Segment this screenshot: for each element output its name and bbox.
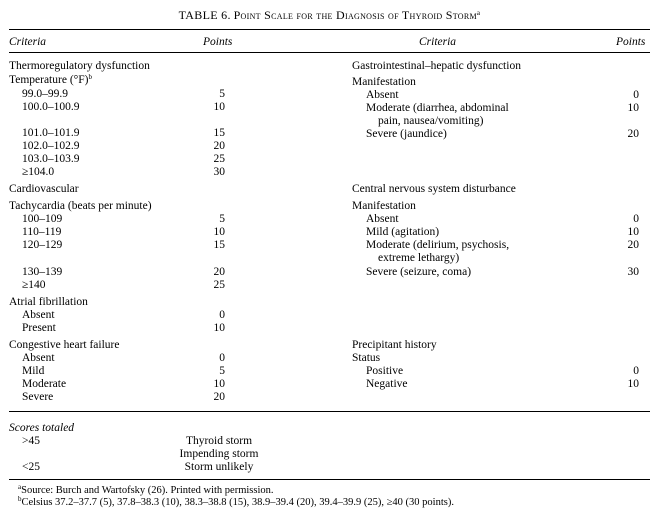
subheading-tachycardia: Tachycardia (beats per minute) (9, 200, 152, 212)
chf-row-label: Mild (22, 365, 45, 377)
gi-row-label: Severe (jaundice) (366, 128, 447, 140)
gi-row-label-continued: pain, nausea/vomiting) (378, 115, 484, 127)
temp-row-label: 101.0–101.9 (22, 127, 80, 139)
cns-row-points: 0 (633, 213, 639, 225)
temperature-footnote-marker: b (88, 73, 92, 81)
table-caption: Point Scale for the Diagnosis of Thyroid Storm (233, 8, 477, 22)
cns-row-label: Moderate (delirium, psychosis, (366, 239, 510, 251)
cns-row-label: Severe (seizure, coma) (366, 266, 472, 278)
gi-row-points: 20 (627, 128, 639, 140)
header-criteria-right: Criteria (419, 36, 457, 48)
subheading-manifestation: Manifestation (352, 200, 416, 212)
temp-row-label: 102.0–102.9 (22, 140, 80, 152)
gi-row-label: Moderate (diarrhea, abdominal (366, 102, 509, 114)
temp-row-label: 100.0–100.9 (22, 101, 80, 113)
temp-row-points: 10 (213, 101, 225, 113)
tachy-row-label: 100–109 (22, 213, 63, 225)
footnote-rule (9, 479, 650, 480)
afib-row-points: 0 (219, 309, 225, 321)
cns-row-label: Absent (366, 213, 399, 225)
tachy-row-label: 130–139 (22, 266, 63, 278)
cns-row-points: 30 (627, 266, 639, 278)
temp-row-label: ≥104.0 (22, 166, 55, 178)
temp-row-points: 25 (213, 153, 225, 165)
cns-row-label-continued: extreme lethargy) (378, 252, 460, 264)
section-heading-atrial-fibrillation: Atrial fibrillation (9, 296, 88, 308)
chf-row-points: 10 (213, 378, 225, 390)
header-points-right: Points (616, 36, 646, 48)
chf-row-label: Severe (22, 391, 54, 403)
gi-row-label: Absent (366, 89, 399, 101)
temp-row-points: 5 (219, 88, 225, 100)
temp-row-points: 30 (213, 166, 225, 178)
header-rule (9, 52, 650, 53)
precip-row-points: 10 (627, 378, 639, 390)
footnote-a: $^a$Source: Burch and Wartofsky (26). Printed with permission. (18, 483, 274, 496)
score-meaning: Thyroid storm (185, 435, 253, 447)
subheading-manifestation: Manifestation (352, 76, 416, 88)
tachy-row-label: 120–129 (22, 239, 63, 251)
title-footnote-marker: a (476, 9, 481, 17)
footnote-b: $^b$Celsius 37.2–37.7 (5), 37.8–38.3 (10), 38.3–38.8 (15), 38.9–39.4 (20), 39.4–39.9 (25), ≥40 (30 points). (18, 495, 454, 508)
header-points-left: Points (203, 36, 233, 48)
subheading-status: Status (352, 352, 381, 364)
section-heading-precipitant: Precipitant history (352, 339, 437, 351)
section-heading-gi-hepatic: Gastrointestinal–hepatic dysfunction (352, 60, 521, 72)
chf-row-points: 20 (213, 391, 225, 403)
tachy-row-label: 110–119 (22, 226, 62, 238)
score-meaning: Storm unlikely (184, 461, 254, 473)
afib-row-label: Present (22, 322, 56, 334)
chf-row-label: Moderate (22, 378, 67, 390)
top-rule (9, 29, 650, 30)
tachy-row-points: 10 (213, 226, 225, 238)
chf-row-label: Absent (22, 352, 55, 364)
chf-row-points: 5 (219, 365, 225, 377)
temp-row-points: 20 (213, 140, 225, 152)
afib-row-points: 10 (213, 322, 225, 334)
scores-heading: Scores totaled (9, 422, 75, 434)
precip-row-label: Positive (366, 365, 404, 377)
section-heading-heart-failure: Congestive heart failure (9, 339, 120, 351)
afib-row-label: Absent (22, 309, 55, 321)
tachy-row-points: 15 (213, 239, 225, 251)
score-meaning: Impending storm (179, 448, 259, 460)
precip-row-label: Negative (366, 378, 408, 390)
tachy-row-points: 25 (213, 279, 225, 291)
gi-row-points: 0 (633, 89, 639, 101)
tachy-row-points: 20 (213, 266, 225, 278)
precip-row-points: 0 (633, 365, 639, 377)
cns-row-points: 10 (627, 226, 639, 238)
score-range: <25 (22, 461, 40, 473)
subheading-temperature: Temperature $(^\circ F)^b$ (9, 73, 92, 86)
temp-row-label: 99.0–99.9 (22, 88, 68, 100)
cns-row-label: Mild (agitation) (366, 226, 440, 238)
body-bottom-rule (9, 411, 650, 412)
section-heading-thermoregulatory: Thermoregulatory dysfunction (9, 60, 150, 72)
section-heading-cardiovascular: Cardiovascular (9, 183, 79, 195)
header-criteria-left: Criteria (9, 36, 47, 48)
temp-row-points: 15 (213, 127, 225, 139)
tachy-row-points: 5 (219, 213, 225, 225)
section-heading-cns: Central nervous system disturbance (352, 183, 516, 195)
tachy-row-label: ≥140 (22, 279, 46, 291)
table-title (0, 9, 659, 23)
cns-row-points: 20 (627, 239, 639, 251)
gi-row-points: 10 (627, 102, 639, 114)
score-range: >45 (22, 435, 40, 447)
table-number: TABLE 6. (178, 8, 231, 22)
temp-row-label: 103.0–103.9 (22, 153, 80, 165)
chf-row-points: 0 (219, 352, 225, 364)
